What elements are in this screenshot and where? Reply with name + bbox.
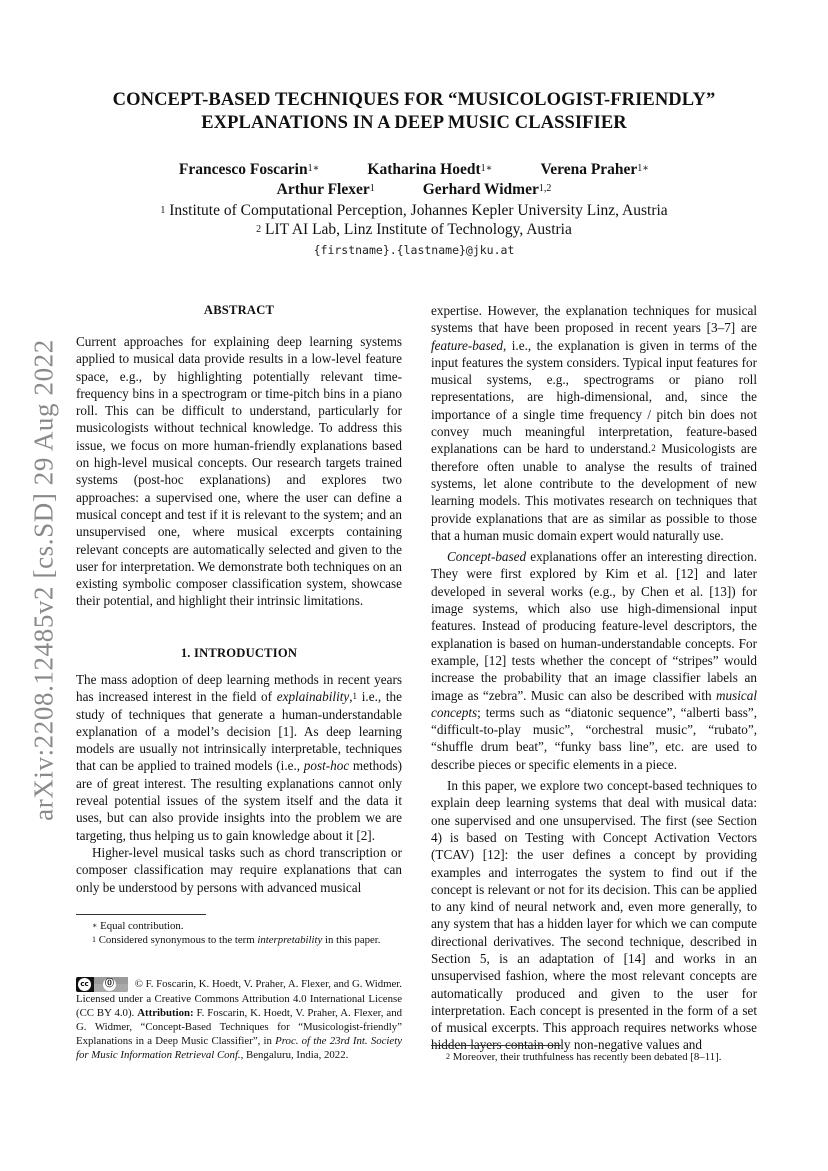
paper-title [60, 89, 768, 135]
author-sup: 1 [369, 183, 375, 194]
author-sup: 1∗ [307, 163, 320, 174]
abstract-text: Current approaches for explaining deep learning systems applied to musical data provide results in a low-level feature space, e.g., by highlighting potentially relevant time-frequency bins in a spectrogram or time-pitch bins in a piano roll. This can be difficult to understand, particularly for musicologists without technical knowledge. To address this issue, we focus on more human-friendly explanations based on high-level musical concepts. Our research targets trained systems (post-hoc explanations) and explores two approaches: a supervised one, where the user can define a musical concept and test if it is relevant to the system; and an unsupervised one, where musical excerpts containing relevant concepts are automatically selected and given to the user for interpretation. We demonstrate both techniques on an existing symbolic composer classification system, showcase their potential, and highlight their intrinsic limitations. [76, 334, 402, 609]
intro-heading: 1. INTRODUCTION [180, 646, 298, 660]
footnote-equal-contribution: ∗ Equal contribution. [92, 920, 184, 932]
right-column-body [431, 302, 757, 1054]
abstract-heading-wrap [76, 302, 402, 319]
right-paragraph-3: In this paper, we explore two concept-based techniques to explain deep learning systems that deal with musical data: one supervised and one unsupervised. The first (see Section 4) is based on Testing with Concept Activation Vectors (TCAV) [12]: the user defines a concept by providing examples and interrogates the system to find out if the concept is relevant or not for its decision. This can be applied to any kind of neural network and, even more generally, to any system that has a hidden layer for which we can compute directional derivatives. The second technique, described in Section 5, is an adaptation of [14] and works in an unsupervised fashion, where the most relevant concepts are automatically produced and given to the user for interpretation. Each concept is presented in the form of a set of musical excerpts. This approach requires networks whose hidden layers contain only non-negative values and [431, 778, 757, 1053]
author-name: Verena Praher [540, 161, 638, 178]
intro-heading-wrap [76, 645, 402, 662]
intro-body [76, 671, 402, 896]
abstract-heading: ABSTRACT [203, 303, 275, 317]
author-name: Francesco Foscarin [178, 161, 308, 178]
cc-icon: cc [78, 978, 91, 991]
right-paragraph-2: Concept-based explanations offer an interesting direction. They were first explored by Kim et al. [12] and later developed in several works (e.g., by Chen et al. [13]) for image systems, which also use high-dimensional input features. Instead of producing feature-level descriptors, the explanation is based on human-understandable concepts. For example, [12] tests whether the concept of “stripes” would increase the probability that an image classifier labels an image as “zebra”. Music can also be described with musical concepts; terms such as “diatonic sequence”, “alberti bass”, “difficult-to-play music”, “orchestral music”, “rubato”, “shuffle drum beat”, “funky bass line”, etc. are used to describe pieces or specific elements in a piece. [431, 549, 757, 772]
author-email: {firstname}.{lastname}@jku.at [313, 243, 515, 257]
title-line-1: CONCEPT-BASED TECHNIQUES FOR “MUSICOLOGIST-FRIENDLY” [112, 90, 716, 110]
by-icon: ⓪ [104, 979, 114, 990]
footnote-marker: 2 [651, 443, 656, 454]
author-sup: 1∗ [480, 163, 493, 174]
affiliation-1: $^1$ Institute of Computational Perception, Johannes Kepler University Linz, Austria [160, 202, 668, 219]
author-row-2 [60, 180, 768, 200]
title-line-2: EXPLANATIONS IN A DEEP MUSIC CLASSIFIER [201, 113, 627, 133]
author-row-1 [60, 160, 768, 180]
footnote-2: $^2$ Moreover, their truthfulness has recently been debated [8–11]. [446, 1051, 722, 1063]
author-sup: 1∗ [637, 163, 650, 174]
author-name: Katharina Hoedt [367, 161, 481, 178]
footnote-rule [76, 914, 206, 915]
intro-paragraph-1: The mass adoption of deep learning methods in recent years has increased interest in the field of explainability,$^1$ i.e., the study of techniques that generate a human-understandable explanation of a model’s decision [1]. As deep learning models are usually not intrinsically interpretable, techniques that can be applied to trained models (i.e., post-hoc methods) are of great interest. The resulting explanations cannot only reveal potential issues of the system itself and the data it uses, but can also provide insights into the problem we are targeting, thus helping us to gain knowledge about it [2]. [76, 672, 402, 843]
author-sup: 1,2 [538, 183, 552, 194]
author-name: Arthur Flexer [276, 181, 370, 198]
affiliation-2: $^2$ LIT AI Lab, Linz Institute of Technology, Austria [256, 221, 572, 238]
license-block: cc ⓪ © F. Foscarin, K. Hoedt, V. Praher, A. Flexer, and G. Widmer. Licensed under a Creative Commons Attribution 4.0 International License (CC BY 4.0). Attribution: F. Foscarin, K. Hoedt, V. Praher, A. Flexer, and G. Widmer, “Concept-Based Techniques for “Musicologist-friendly” Explanations in a Deep Music Classifier”, in Proc. of the 23rd Int. Society for Music Information Retrieval Conf., Bengaluru, India, 2022. [76, 978, 402, 1062]
footnote-marker: 1 [352, 691, 358, 702]
footnote-rule-right [431, 1045, 561, 1046]
footnote-1: $^1$ Considered synonymous to the term interpretability in this paper. [92, 934, 381, 946]
cc-by-badge [76, 977, 128, 992]
author-name: Gerhard Widmer [422, 181, 539, 198]
abstract-body [76, 333, 402, 610]
right-paragraph-1: expertise. However, the explanation techniques for musical systems that have been proposed in recent years [3–7] are feature-based, i.e., the explanation is given in terms of the input features the system considers. Typical input features for musical systems, e.g., spectrograms or piano roll representations, are high-dimensional, and, since the importance of a single time frequency / pitch bin does not convey much meaningful interpretation, feature-based explanations can be hard to understand.$^2$ Musicologists are therefore often unable to analyse the results of trained systems, let alone contribute to the development of new learning models. This motivates research on techniques that provide explanations that are as similar as possible to those that a human music domain expert would naturally use. [431, 303, 758, 543]
intro-paragraph-2: Higher-level musical tasks such as chord transcription or composer classification may require explanations that can only be understood by persons with advanced musical [76, 844, 402, 895]
